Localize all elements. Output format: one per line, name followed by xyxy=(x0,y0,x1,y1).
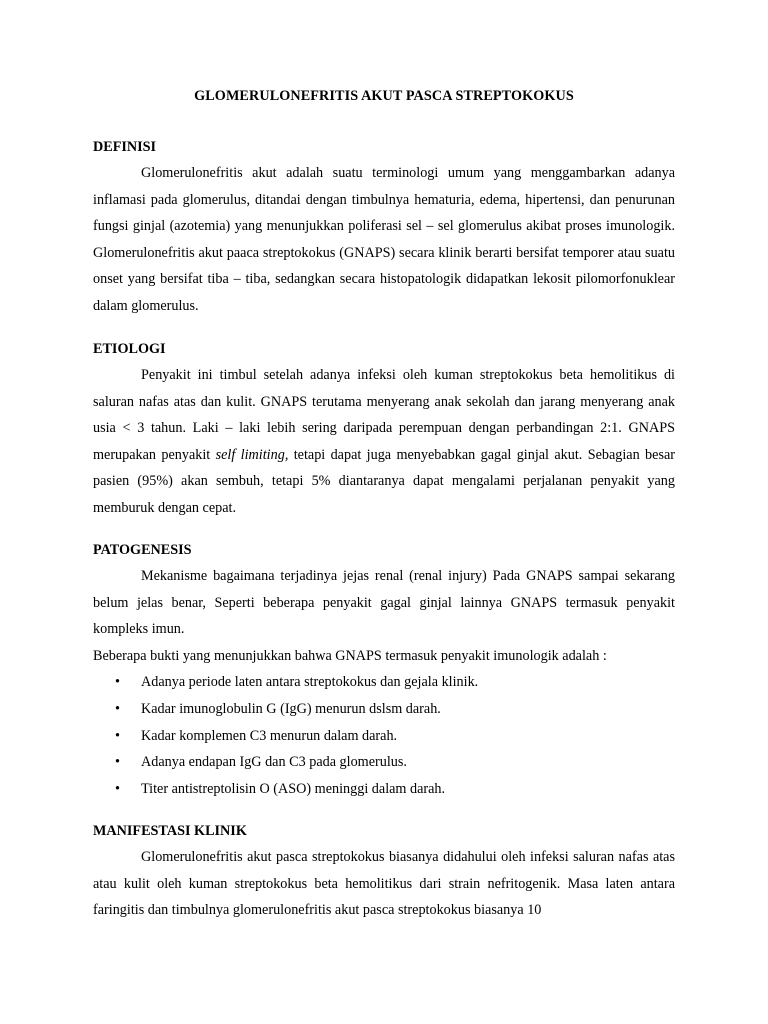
list-item: • Adanya periode laten antara streptokokus dan gejala klinik. xyxy=(93,669,675,696)
bullet-icon: • xyxy=(115,780,120,797)
list-item: • Kadar komplemen C3 menurun dalam darah. xyxy=(93,723,675,750)
bullet-list xyxy=(93,669,675,802)
paragraph-etiologi-part-1: Penyakit ini timbul setelah adanya infeksi oleh kuman streptokokus beta hemolitikus di saluran nafas atas dan kulit. GNAPS terutama menyerang anak sekolah dan jarang menyerang anak usia < 3 tahun. Laki – laki lebih sering daripada perempuan dengan perbandingan 2:1. GNAPS merupakan penyakit xyxy=(93,367,675,463)
paragraph-patogenesis-intro: Beberapa bukti yang menunjukkan bahwa GNAPS termasuk penyakit imunologik adalah : xyxy=(93,647,607,664)
document-title: GLOMERULONEFRITIS AKUT PASCA STREPTOKOKUS xyxy=(194,88,574,104)
paragraph-etiologi xyxy=(93,362,675,522)
section-definisi xyxy=(93,137,675,320)
bullet-icon: • xyxy=(115,727,120,744)
heading-manifestasi-klinik: MANIFESTASI KLINIK xyxy=(93,823,247,839)
paragraph-patogenesis: Mekanisme bagaimana terjadinya jejas renal (renal injury) Pada GNAPS sampai sekarang belum jelas benar, Seperti beberapa penyakit gagal ginjal lainnya GNAPS termasuk penyakit kompleks imun. xyxy=(93,568,675,638)
heading-definisi: DEFINISI xyxy=(93,139,157,155)
bullet-icon: • xyxy=(115,754,120,771)
paragraph-definisi: Glomerulonefritis akut adalah suatu terminologi umum yang menggambarkan adanya inflamasi pada glomerulus, ditandai dengan timbulnya hematuria, edema, hipertensi, dan penurunan fungsi ginjal (azotemia) yang menunjukkan poliferasi sel – sel glomerulus akibat proses imunologik. Glomerulonefritis akut paaca streptokokus (GNAPS) secara klinik berarti bersifat temporer atau suatu onset yang bersifat tiba – tiba, sedangkan secara histopatologik didapatkan lekosit pilomorfonuklear dalam glomerulus. xyxy=(93,165,675,314)
heading-etiologi: ETIOLOGI xyxy=(93,341,166,357)
section-manifestasi-klinik xyxy=(93,821,675,924)
italic-term: self limiting, xyxy=(215,446,289,463)
section-etiologi xyxy=(93,339,675,522)
bullet-icon: • xyxy=(115,674,120,691)
heading-patogenesis: PATOGENESIS xyxy=(93,542,192,558)
bullet-icon: • xyxy=(115,700,120,717)
list-item: • Titer antistreptolisin O (ASO) meninggi dalam darah. xyxy=(93,776,675,803)
list-item: • Adanya endapan IgG dan C3 pada glomerulus. xyxy=(93,749,675,776)
list-item: • Kadar imunoglobulin G (IgG) menurun dslsm darah. xyxy=(93,696,675,723)
paragraph-etiologi-part-2: tetapi dapat juga menyebabkan gagal ginjal akut. Sebagian besar pasien (95%) akan sembuh, tetapi 5% diantaranya dapat mengalami perjalanan penyakit yang memburuk dengan cepat. xyxy=(93,446,675,516)
paragraph-manifestasi-klinik: Glomerulonefritis akut pasca streptokokus biasanya didahului oleh infeksi saluran nafas atas atau kulit oleh kuman streptokokus beta hemolitikus dari strain nefritogenik. Masa laten antara faringitis dan timbulnya glomerulonefritis akut pasca streptokokus biasanya 10 xyxy=(93,849,675,919)
section-patogenesis xyxy=(93,540,675,802)
